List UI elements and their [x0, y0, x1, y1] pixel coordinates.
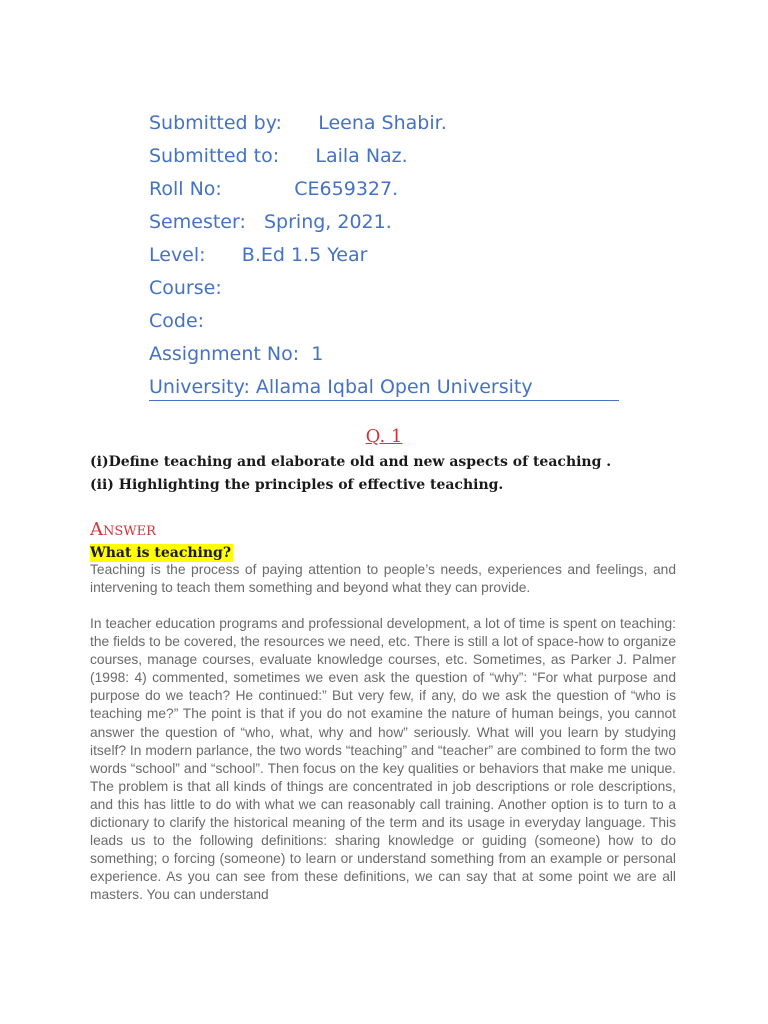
answer-paragraph-2: In teacher education programs and professional development, a lot of time is spent on teaching: the fields to be covered, the resources we need, etc. There is still a lot of space-how to organize courses, manage courses, evaluate knowledge courses, etc. Sometimes, as Parker J. Palmer (1998: 4) commented, sometimes we even ask the question of “why”: “For what purpose and purpose do we teach? He continued:” But very few, if any, do we ask the question of “who is teaching me?” The point is that if you do not examine the nature of human beings, you cannot answer the question of “who, what, why and how” seriously. What will you learn by studying itself? In modern parlance, the two words “teaching” and “teacher” are combined to form the two words “school” and “school”. Then focus on the key qualities or behaviors that make me unique. The problem is that all kinds of things are concentrated in job descriptions or role descriptions, and this has little to do with what we can reasonably call training. Another option is to turn to a dictionary to clarify the historical meaning of the term and its usage in everyday language. This leads us to the following definitions: sharing knowledge or guiding (someone) how to do something; o forcing (someone) to learn or understand something from an example or personal experience. As you can see from these definitions, we can say that at some point we are all masters. You can understand: [90, 616, 676, 903]
what-is-teaching-heading: What is teaching?: [90, 545, 232, 561]
submitted-to-line: Submitted to: Laila Naz.: [149, 145, 408, 167]
question-part-ii: (ii) Highlighting the principles of effective teaching.: [90, 477, 504, 493]
university-line: University: Allama Iqbal Open University: [149, 376, 533, 398]
question-title: Q. 1: [365, 426, 403, 447]
cover-divider: [149, 400, 619, 401]
assignment-no-line: Assignment No: 1: [149, 343, 324, 365]
cover-info: [149, 108, 629, 405]
question-part-i: (i)Define teaching and elaborate old and new aspects of teaching .: [90, 454, 612, 470]
submitted-by-line: Submitted by: Leena Shabir.: [149, 112, 447, 134]
answer-heading: Answer: [90, 519, 156, 540]
answer-paragraph-1: Teaching is the process of paying attention to people’s needs, experiences and feelings, and intervening to teach them something and beyond what they can provide.: [90, 562, 676, 596]
level-line: Level: B.Ed 1.5 Year: [149, 244, 368, 266]
course-line: Course:: [149, 277, 222, 299]
semester-line: Semester: Spring, 2021.: [149, 211, 392, 233]
roll-no-line: Roll No: CE659327.: [149, 178, 399, 200]
code-line: Code:: [149, 310, 205, 332]
